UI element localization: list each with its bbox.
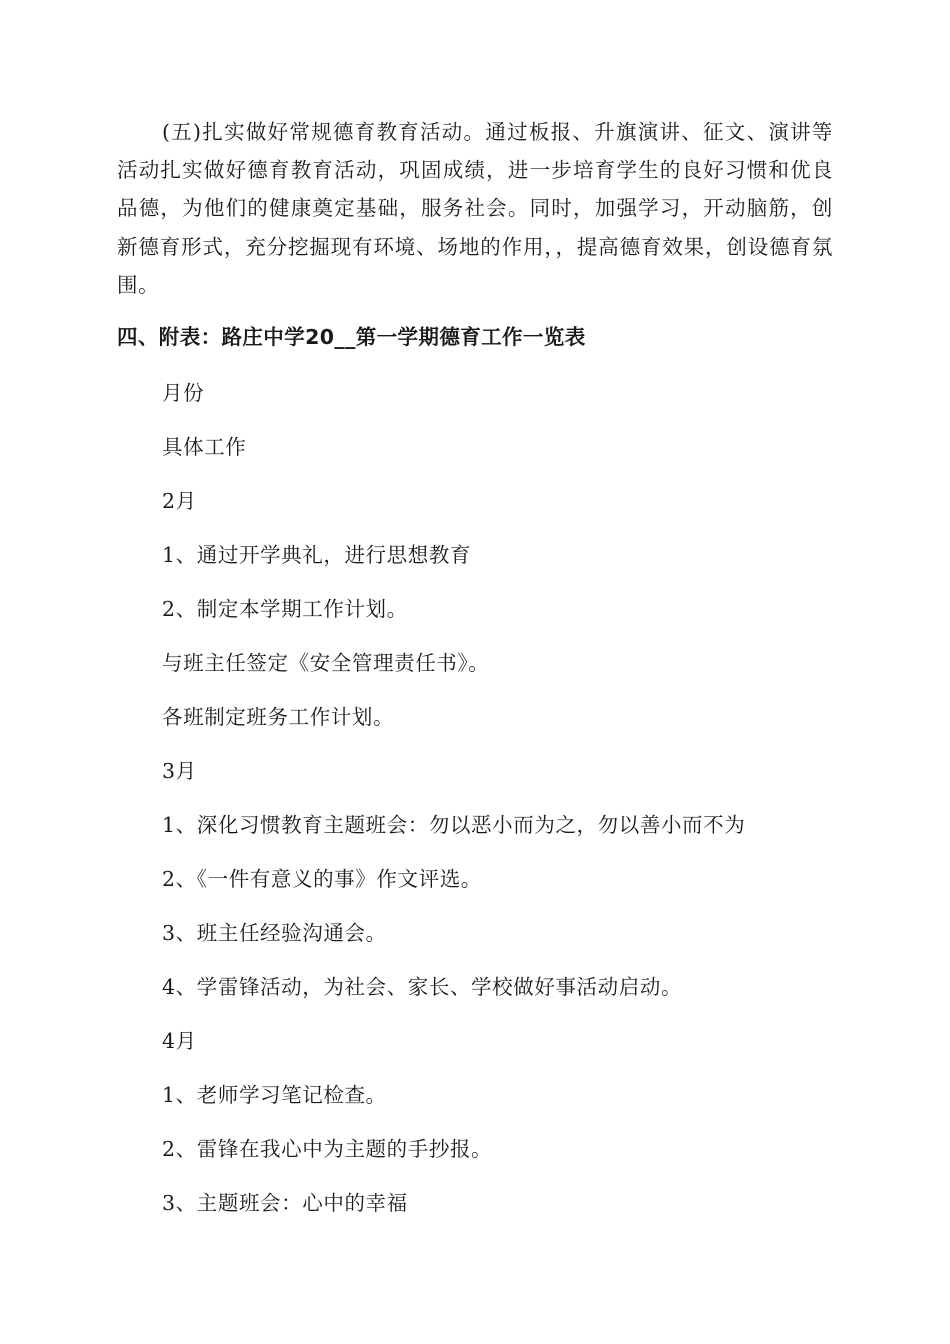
month-label: 2月 <box>162 489 197 513</box>
list-item: 3、主题班会：心中的幸福 <box>162 1191 408 1215</box>
section-heading: 四、附表：路庄中学20__第一学期德育工作一览表 <box>117 325 586 349</box>
list-item: 2、制定本学期工作计划。 <box>162 597 408 621</box>
month-label: 3月 <box>162 759 197 783</box>
list-item: 4、学雷锋活动，为社会、家长、学校做好事活动启动。 <box>162 975 683 999</box>
list-item: 1、深化习惯教育主题班会：勿以恶小而为之，勿以善小而不为 <box>162 813 746 837</box>
list-item: 与班主任签定《安全管理责任书》。 <box>162 651 490 675</box>
month-label: 4月 <box>162 1029 197 1053</box>
list-item: 1、老师学习笔记检查。 <box>162 1083 387 1107</box>
list-item: 1、通过开学典礼，进行思想教育 <box>162 543 472 567</box>
list-item: 各班制定班务工作计划。 <box>162 705 395 729</box>
list-item: 2、雷锋在我心中为主题的手抄报。 <box>162 1137 493 1161</box>
list-item: 2、《一件有意义的事》作文评选。 <box>162 867 482 891</box>
list-item: 3、班主任经验沟通会。 <box>162 921 387 945</box>
body-paragraph: (五)扎实做好常规德育教育活动。通过板报、升旗演讲、征文、演讲等活动扎实做好德育教育活动，巩固成绩，进一步培育学生的良好习惯和优良品德，为他们的健康奠定基础，服务社会。同时，加强学习，开动脑筋，创新德育形式，充分挖掘现有环境、场地的作用，，提高德育效果，创设德育氛围。 <box>117 120 833 297</box>
table-header-month: 月份 <box>162 381 205 405</box>
table-header-work: 具体工作 <box>162 435 247 459</box>
